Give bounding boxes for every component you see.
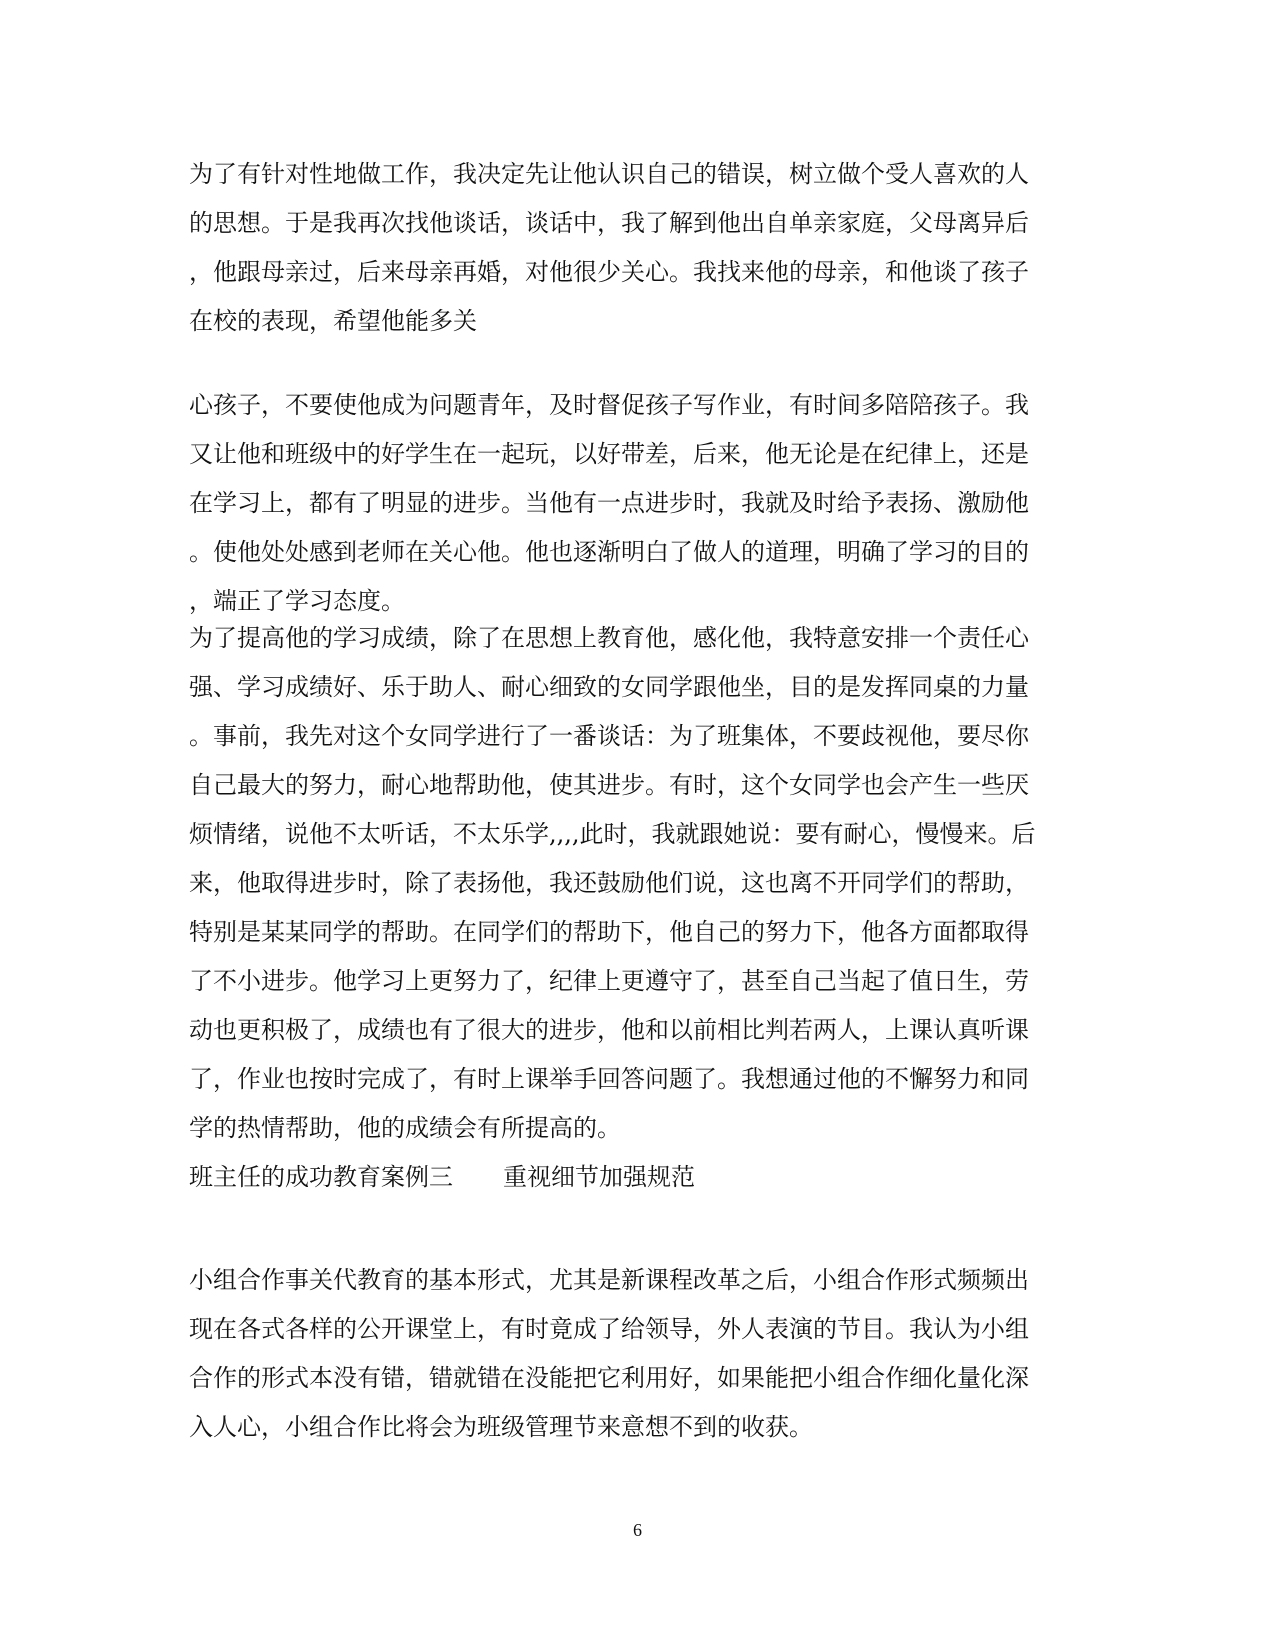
- text-line: 又让他和班级中的好学生在一起玩，以好带差，后来，他无论是在纪律上，还是: [189, 440, 1029, 468]
- text-line: 学的热情帮助，他的成绩会有所提高的。: [189, 1114, 621, 1142]
- text-line: 了不小进步。他学习上更努力了，纪律上更遵守了，甚至自己当起了值日生，劳: [189, 967, 1029, 995]
- text-line: 在学习上，都有了明显的进步。当他有一点进步时，我就及时给予表扬、激励他: [189, 489, 1029, 517]
- text-line: 自己最大的努力，耐心地帮助他，使其进步。有时，这个女同学也会产生一些厌: [189, 771, 1029, 799]
- text-line: 小组合作事关代教育的基本形式，尤其是新课程改革之后，小组合作形式频频出: [189, 1266, 1029, 1294]
- section-heading: [189, 1153, 1069, 1202]
- text-line: ，他跟母亲过，后来母亲再婚，对他很少关心。我找来他的母亲，和他谈了孩子: [189, 258, 1029, 286]
- text-line: 为了有针对性地做工作，我决定先让他认识自己的错误，树立做个受人喜欢的人: [189, 160, 1029, 188]
- section-heading-left: 班主任的成功教育案例三: [189, 1163, 453, 1191]
- paragraph-2: [189, 381, 1069, 626]
- text-line: 合作的形式本没有错，错就错在没能把它利用好，如果能把小组合作细化量化深: [189, 1364, 1029, 1392]
- text-line: 来，他取得进步时，除了表扬他，我还鼓励他们说，这也离不开同学们的帮助，: [189, 869, 1029, 897]
- text-line: 强、学习成绩好、乐于助人、耐心细致的女同学跟他坐，目的是发挥同桌的力量: [189, 673, 1029, 701]
- page-number: 6: [633, 1520, 642, 1540]
- text-line: 。事前，我先对这个女同学进行了一番谈话：为了班集体，不要歧视他，要尽你: [189, 722, 1029, 750]
- text-line: 现在各式各样的公开课堂上，有时竟成了给领导，外人表演的节目。我认为小组: [189, 1315, 1029, 1343]
- paragraph-1: [189, 150, 1069, 346]
- text-line: 动也更积极了，成绩也有了很大的进步，他和以前相比判若两人，上课认真听课: [189, 1016, 1029, 1044]
- section-heading-right: 重视细节加强规范: [503, 1163, 695, 1191]
- text-line: 心孩子，不要使他成为问题青年，及时督促孩子写作业，有时间多陪陪孩子。我: [189, 391, 1029, 419]
- paragraph-4: [189, 1256, 1069, 1452]
- text-line: 了，作业也按时完成了，有时上课举手回答问题了。我想通过他的不懈努力和同: [189, 1065, 1029, 1093]
- text-line: 烦情绪，说他不太听话，不太乐学,,,,此时，我就跟她说：要有耐心，慢慢来。后: [189, 820, 1036, 848]
- paragraph-3: [189, 614, 1069, 1202]
- text-line: 在校的表现，希望他能多关: [189, 307, 477, 335]
- text-line: 特别是某某同学的帮助。在同学们的帮助下，他自己的努力下，他各方面都取得: [189, 918, 1029, 946]
- text-line: ，端正了学习态度。: [189, 587, 405, 615]
- text-line: 的思想。于是我再次找他谈话，谈话中，我了解到他出自单亲家庭，父母离异后: [189, 209, 1029, 237]
- text-line: 入人心，小组合作比将会为班级管理节来意想不到的收获。: [189, 1413, 813, 1441]
- text-line: 为了提高他的学习成绩，除了在思想上教育他，感化他，我特意安排一个责任心: [189, 624, 1029, 652]
- text-line: 。使他处处感到老师在关心他。他也逐渐明白了做人的道理，明确了学习的目的: [189, 538, 1029, 566]
